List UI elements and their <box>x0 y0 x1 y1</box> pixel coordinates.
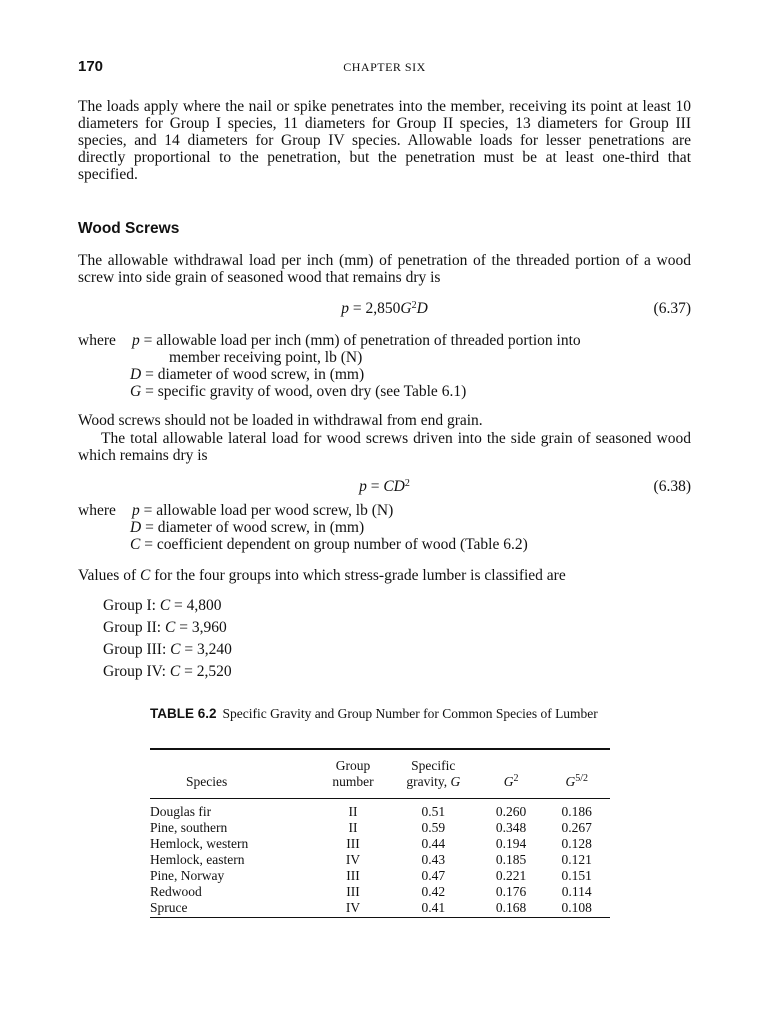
cell-specific-gravity: 0.42 <box>421 884 446 899</box>
cell-specific-gravity: 0.47 <box>421 868 446 883</box>
cell-group-number: III <box>346 836 360 851</box>
cell-g-five-halves: 0.108 <box>561 900 592 915</box>
table-row <box>150 884 610 900</box>
table-row <box>150 900 610 917</box>
paragraph-loads: The loads apply where the nail or spike penetrates into the member, receiving its point at least 10 diameters for Group I species, 11 diameters for Group II species, 13 diameters for Group III species, and 14 diameters for Group IV species. Allowable loads for lesser penetrations are directly proportional to the penetration, but the penetration must be at least one-third that specified. <box>78 98 691 183</box>
equation-number: (6.38) <box>653 478 691 495</box>
page-number: 170 <box>78 58 104 75</box>
section-heading: Wood Screws <box>78 220 180 237</box>
cell-g-five-halves: 0.114 <box>561 884 592 899</box>
cell-group-number: II <box>348 804 358 819</box>
header-specific-gravity: Specific gravity, G <box>406 758 461 789</box>
table-bottom-rule <box>150 917 610 918</box>
equation-6-38 <box>78 478 691 496</box>
where-block-2: where p = allowable load per wood screw, lb (N) D = diameter of wood screw, in (mm) C = coefficient dependent on group number of wood (Table 6.2) <box>78 502 528 553</box>
cell-group-number: IV <box>345 900 361 915</box>
table-caption <box>150 706 620 722</box>
group-value: Group I: C = 4,800 <box>103 597 222 614</box>
paragraph-end-grain: Wood screws should not be loaded in withdrawal from end grain. <box>78 412 483 429</box>
cell-group-number: III <box>346 884 360 899</box>
cell-specific-gravity: 0.44 <box>421 836 446 851</box>
group-value: Group III: C = 3,240 <box>103 641 232 658</box>
cell-specific-gravity: 0.51 <box>421 804 446 819</box>
table-caption-text: Specific Gravity and Group Number for Common Species of Lumber <box>222 706 598 721</box>
page-header <box>78 58 691 78</box>
cell-specific-gravity: 0.59 <box>421 820 446 835</box>
equation-body: $p = CD^2$ <box>359 478 410 495</box>
cell-species: Spruce <box>150 900 188 915</box>
cell-specific-gravity: 0.43 <box>421 852 446 867</box>
table-row <box>150 868 610 884</box>
table-label: TABLE 6.2 <box>150 706 217 721</box>
table-row <box>150 836 610 852</box>
cell-species: Hemlock, eastern <box>150 852 245 867</box>
cell-group-number: IV <box>345 852 361 867</box>
equation-body: $p = 2,850G^2D$ <box>341 300 428 317</box>
cell-species: Hemlock, western <box>150 836 249 851</box>
table-row <box>150 852 610 868</box>
cell-g-squared: 0.348 <box>495 820 527 835</box>
cell-g-five-halves: 0.128 <box>561 836 592 851</box>
group-values-list <box>103 597 232 685</box>
cell-specific-gravity: 0.41 <box>421 900 446 915</box>
cell-g-squared: 0.176 <box>495 884 527 899</box>
table-header-row <box>150 750 610 799</box>
cell-g-squared: 0.260 <box>495 804 527 819</box>
group-value: Group IV: C = 2,520 <box>103 663 232 680</box>
cell-g-squared: 0.168 <box>495 900 527 915</box>
header-g-five-halves: $G^{5/2}$ <box>565 773 588 789</box>
cell-group-number: III <box>346 868 360 883</box>
paragraph-withdrawal: The allowable withdrawal load per inch (mm) of penetration of the threaded portion of a wood screw into side grain of seasoned wood that remains dry is <box>78 252 691 286</box>
header-g-squared: $G^2$ <box>503 773 519 789</box>
cell-g-squared: 0.185 <box>495 852 527 867</box>
chapter-title: CHAPTER SIX <box>343 60 426 74</box>
species-table <box>150 750 610 917</box>
table-row <box>150 799 610 821</box>
table-6-2 <box>150 748 610 918</box>
cell-g-five-halves: 0.267 <box>561 820 592 835</box>
cell-g-squared: 0.194 <box>495 836 527 851</box>
header-group-number: Group number <box>332 758 374 789</box>
cell-species: Redwood <box>150 884 202 899</box>
cell-g-five-halves: 0.121 <box>561 852 592 867</box>
cell-group-number: II <box>348 820 358 835</box>
cell-g-five-halves: 0.186 <box>561 804 592 819</box>
table-row <box>150 820 610 836</box>
cell-g-squared: 0.221 <box>495 868 527 883</box>
cell-species: Pine, Norway <box>150 868 225 883</box>
header-species: Species <box>186 774 228 789</box>
equation-6-37 <box>78 300 691 318</box>
where-block-1: where p = allowable load per inch (mm) of penetration of threaded portion into member receiving point, lb (N) D = diameter of wood screw, in (mm) G = specific gravity of wood, oven dry (see Table 6.1) <box>78 332 581 400</box>
table-body <box>150 799 610 918</box>
paragraph-lateral-load: The total allowable lateral load for wood screws driven into the side grain of seasoned wood which remains dry is <box>78 430 691 464</box>
cell-g-five-halves: 0.151 <box>561 868 592 883</box>
group-value: Group II: C = 3,960 <box>103 619 227 636</box>
equation-number: (6.37) <box>653 300 691 317</box>
paragraph-values-of-c: Values of C for the four groups into which stress-grade lumber is classified are <box>78 567 566 584</box>
cell-species: Pine, southern <box>150 820 228 835</box>
cell-species: Douglas fir <box>150 804 212 819</box>
